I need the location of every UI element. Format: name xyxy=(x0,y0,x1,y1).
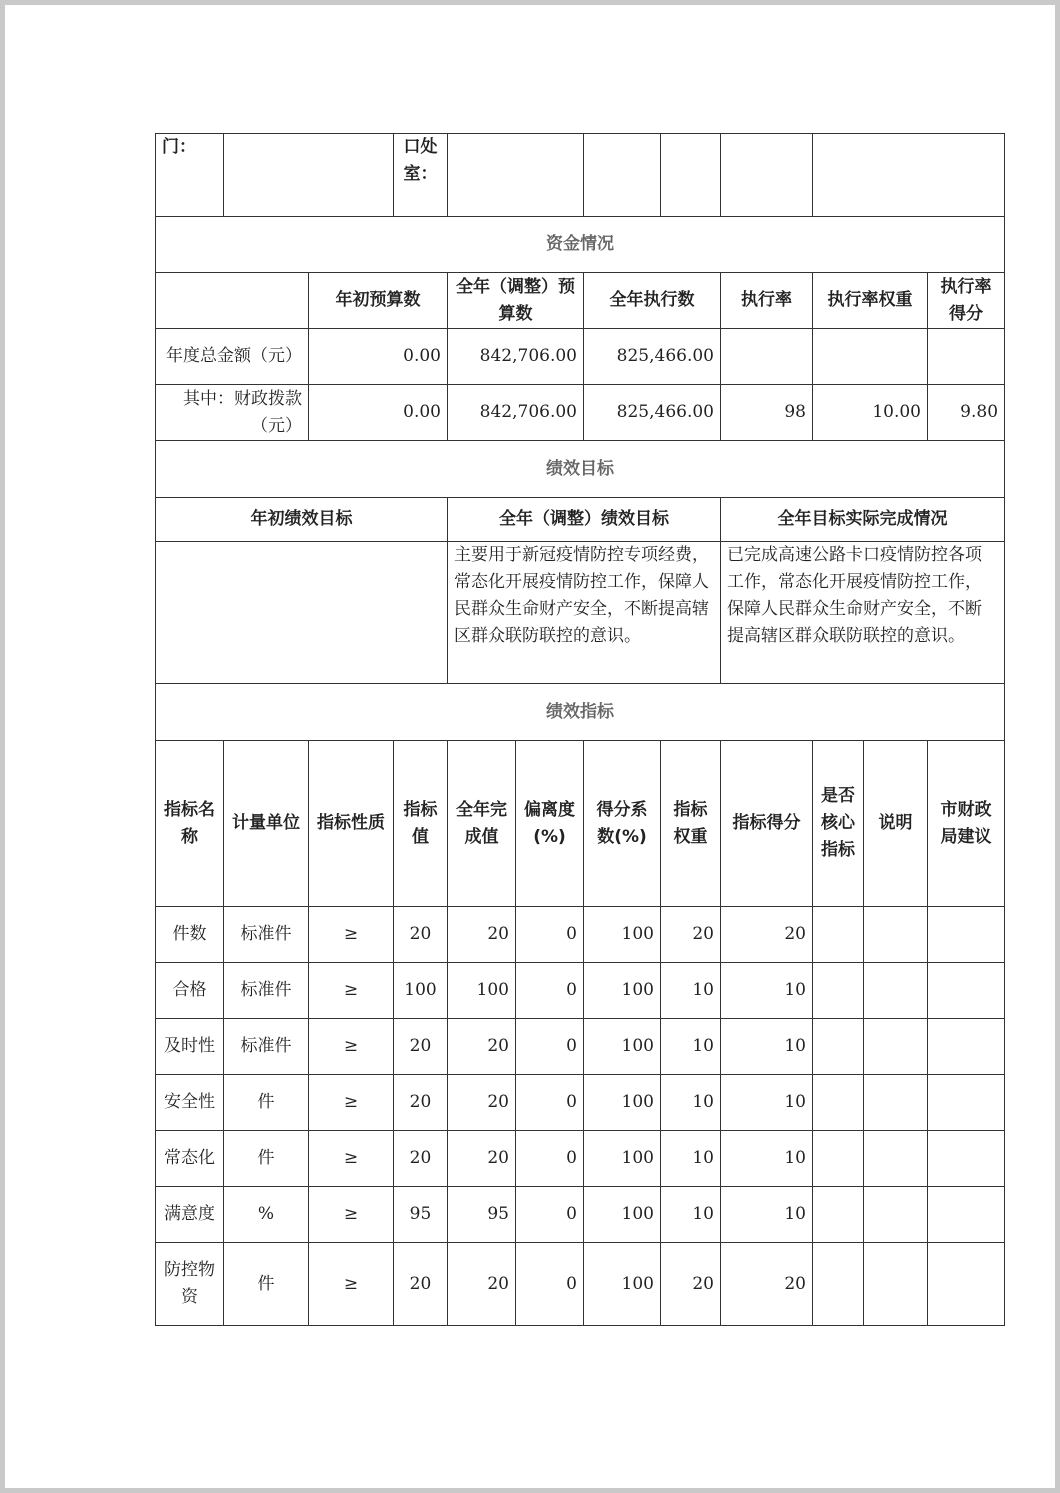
indicator-target: 20 xyxy=(394,907,448,963)
indicator-coef: 100 xyxy=(584,1075,661,1131)
header-bureau-advice: 市财政局建议 xyxy=(928,741,1005,907)
funds-row-label: 年度总金额（元） xyxy=(156,329,309,385)
indicator-row xyxy=(156,1187,1005,1243)
indicator-unit: 件 xyxy=(224,1075,309,1131)
indicator-nature: ≥ xyxy=(309,1019,394,1075)
indicator-advice xyxy=(928,963,1005,1019)
indicator-core xyxy=(813,1243,864,1326)
header-executed: 全年执行数 xyxy=(584,273,721,329)
indicator-deviation: 0 xyxy=(516,1243,584,1326)
empty-cell xyxy=(661,134,721,217)
indicator-note xyxy=(864,1187,928,1243)
indicator-weight: 10 xyxy=(661,963,721,1019)
indicator-row xyxy=(156,1075,1005,1131)
header-exec-rate: 执行率 xyxy=(721,273,813,329)
funds-initial: 0.00 xyxy=(309,385,448,441)
funds-executed: 825,466.00 xyxy=(584,329,721,385)
indicator-deviation: 0 xyxy=(516,1019,584,1075)
indicator-note xyxy=(864,1243,928,1326)
indicator-score: 10 xyxy=(721,1075,813,1131)
indicator-weight: 10 xyxy=(661,1131,721,1187)
indicator-coef: 100 xyxy=(584,907,661,963)
funds-section-title: 资金情况 xyxy=(156,217,1005,273)
indicator-advice xyxy=(928,1131,1005,1187)
indicator-coef: 100 xyxy=(584,1019,661,1075)
indicator-weight: 20 xyxy=(661,1243,721,1326)
indicator-core xyxy=(813,1019,864,1075)
indicator-actual: 20 xyxy=(448,1019,516,1075)
indicator-weight: 20 xyxy=(661,907,721,963)
indicator-name: 防控物资 xyxy=(156,1243,224,1326)
actual-completion-text: 已完成高速公路卡口疫情防控各项工作，常态化开展疫情防控工作，保障人民群众生命财产安全，不断提高辖区群众联防联控的意识。 xyxy=(721,542,1005,684)
indicator-note xyxy=(864,1131,928,1187)
indicator-actual: 95 xyxy=(448,1187,516,1243)
indicator-score: 10 xyxy=(721,1187,813,1243)
funds-weight: 10.00 xyxy=(813,385,928,441)
indicator-nature: ≥ xyxy=(309,907,394,963)
indicator-score: 10 xyxy=(721,1131,813,1187)
header-initial-goal: 年初绩效目标 xyxy=(156,498,448,542)
indicator-coef: 100 xyxy=(584,1243,661,1326)
indicator-advice xyxy=(928,1187,1005,1243)
indicator-nature: ≥ xyxy=(309,1243,394,1326)
indicator-note xyxy=(864,907,928,963)
indicator-target: 100 xyxy=(394,963,448,1019)
indicator-unit: 标准件 xyxy=(224,963,309,1019)
empty-cell xyxy=(813,134,1005,217)
header-actual-value: 全年完成值 xyxy=(448,741,516,907)
indicators-header-row xyxy=(156,741,1005,907)
indicator-row xyxy=(156,907,1005,963)
header-indicator-name: 指标名称 xyxy=(156,741,224,907)
indicator-target: 20 xyxy=(394,1243,448,1326)
funds-row-label: 其中：财政拨款（元） xyxy=(156,385,309,441)
indicator-row xyxy=(156,1019,1005,1075)
dept-row xyxy=(156,134,1005,217)
header-exec-rate-weight: 执行率权重 xyxy=(813,273,928,329)
header-initial-budget: 年初预算数 xyxy=(309,273,448,329)
indicator-weight: 10 xyxy=(661,1019,721,1075)
indicator-note xyxy=(864,963,928,1019)
indicator-unit: 标准件 xyxy=(224,907,309,963)
indicator-coef: 100 xyxy=(584,1187,661,1243)
indicator-name: 常态化 xyxy=(156,1131,224,1187)
indicator-target: 20 xyxy=(394,1075,448,1131)
indicator-note xyxy=(864,1075,928,1131)
indicator-unit: 件 xyxy=(224,1131,309,1187)
header-note: 说明 xyxy=(864,741,928,907)
goals-section-title: 绩效目标 xyxy=(156,441,1005,498)
dept-label: 门： xyxy=(156,134,224,217)
indicator-nature: ≥ xyxy=(309,1131,394,1187)
indicator-coef: 100 xyxy=(584,963,661,1019)
indicator-advice xyxy=(928,907,1005,963)
indicator-name: 安全性 xyxy=(156,1075,224,1131)
indicator-advice xyxy=(928,1075,1005,1131)
document-page xyxy=(5,5,1055,1488)
indicator-core xyxy=(813,1187,864,1243)
indicator-actual: 20 xyxy=(448,1243,516,1326)
dept-value xyxy=(224,134,394,217)
header-indicator-score: 指标得分 xyxy=(721,741,813,907)
indicator-score: 10 xyxy=(721,1019,813,1075)
indicator-deviation: 0 xyxy=(516,1187,584,1243)
indicator-deviation: 0 xyxy=(516,907,584,963)
funds-header-row xyxy=(156,273,1005,329)
header-adjusted-budget: 全年（调整）预算数 xyxy=(448,273,584,329)
indicator-row xyxy=(156,1131,1005,1187)
indicator-core xyxy=(813,907,864,963)
indicator-advice xyxy=(928,1019,1005,1075)
indicator-score: 20 xyxy=(721,1243,813,1326)
header-unit: 计量单位 xyxy=(224,741,309,907)
funds-adjusted: 842,706.00 xyxy=(448,329,584,385)
initial-goal-text xyxy=(156,542,448,684)
indicator-name: 及时性 xyxy=(156,1019,224,1075)
indicator-name: 合格 xyxy=(156,963,224,1019)
indicator-target: 95 xyxy=(394,1187,448,1243)
funds-rate xyxy=(721,329,813,385)
indicator-unit: 件 xyxy=(224,1243,309,1326)
indicator-score: 20 xyxy=(721,907,813,963)
funds-row xyxy=(156,329,1005,385)
indicator-deviation: 0 xyxy=(516,1075,584,1131)
header-is-core: 是否核心指标 xyxy=(813,741,864,907)
goals-content-row xyxy=(156,542,1005,684)
indicator-score: 10 xyxy=(721,963,813,1019)
indicator-name: 满意度 xyxy=(156,1187,224,1243)
header-actual-completion: 全年目标实际完成情况 xyxy=(721,498,1005,542)
indicator-unit: 标准件 xyxy=(224,1019,309,1075)
indicator-note xyxy=(864,1019,928,1075)
header-nature: 指标性质 xyxy=(309,741,394,907)
header-weight: 指标权重 xyxy=(661,741,721,907)
indicator-actual: 20 xyxy=(448,1075,516,1131)
indicator-actual: 20 xyxy=(448,1131,516,1187)
indicator-deviation: 0 xyxy=(516,963,584,1019)
funds-initial: 0.00 xyxy=(309,329,448,385)
indicator-advice xyxy=(928,1243,1005,1326)
header-exec-rate-score: 执行率得分 xyxy=(928,273,1005,329)
indicator-row xyxy=(156,1243,1005,1326)
funds-score xyxy=(928,329,1005,385)
indicator-coef: 100 xyxy=(584,1131,661,1187)
office-label: 口处室： xyxy=(394,134,448,217)
indicator-target: 20 xyxy=(394,1019,448,1075)
header-deviation: 偏离度(%) xyxy=(516,741,584,907)
office-value xyxy=(448,134,584,217)
header-adjusted-goal: 全年（调整）绩效目标 xyxy=(448,498,721,542)
goals-header-row xyxy=(156,498,1005,542)
empty-cell xyxy=(584,134,661,217)
funds-rate: 98 xyxy=(721,385,813,441)
empty-cell xyxy=(156,273,309,329)
funds-row xyxy=(156,385,1005,441)
performance-table xyxy=(155,133,1005,1326)
header-score-coef: 得分系数(%) xyxy=(584,741,661,907)
indicator-core xyxy=(813,963,864,1019)
indicator-actual: 100 xyxy=(448,963,516,1019)
indicator-nature: ≥ xyxy=(309,1187,394,1243)
funds-adjusted: 842,706.00 xyxy=(448,385,584,441)
indicators-body xyxy=(156,907,1005,1326)
funds-score: 9.80 xyxy=(928,385,1005,441)
funds-weight xyxy=(813,329,928,385)
indicator-name: 件数 xyxy=(156,907,224,963)
indicator-weight: 10 xyxy=(661,1075,721,1131)
adjusted-goal-text: 主要用于新冠疫情防控专项经费，常态化开展疫情防控工作，保障人民群众生命财产安全，不断提高辖区群众联防联控的意识。 xyxy=(448,542,721,684)
indicator-actual: 20 xyxy=(448,907,516,963)
indicator-row xyxy=(156,963,1005,1019)
indicator-core xyxy=(813,1131,864,1187)
indicator-nature: ≥ xyxy=(309,1075,394,1131)
indicator-deviation: 0 xyxy=(516,1131,584,1187)
header-target-value: 指标值 xyxy=(394,741,448,907)
indicator-unit: % xyxy=(224,1187,309,1243)
funds-executed: 825,466.00 xyxy=(584,385,721,441)
empty-cell xyxy=(721,134,813,217)
indicator-core xyxy=(813,1075,864,1131)
indicator-weight: 10 xyxy=(661,1187,721,1243)
indicator-target: 20 xyxy=(394,1131,448,1187)
indicators-section-title: 绩效指标 xyxy=(156,684,1005,741)
indicator-nature: ≥ xyxy=(309,963,394,1019)
